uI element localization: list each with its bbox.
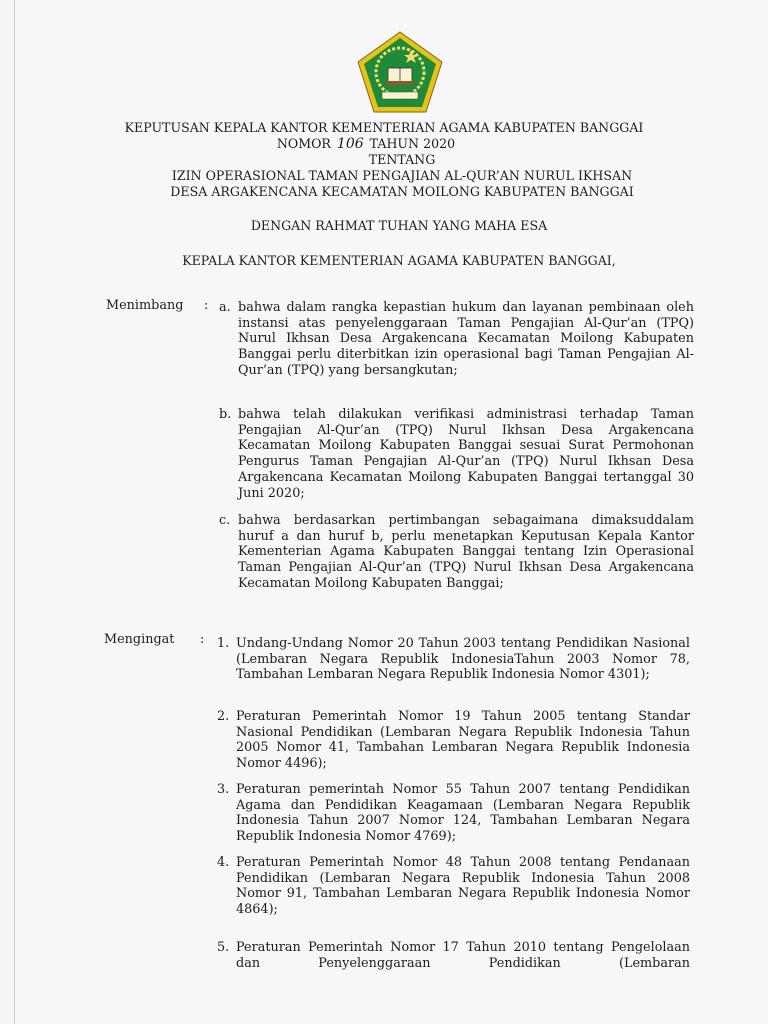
heading-line1: KEPUTUSAN KEPALA KANTOR KEMENTERIAN AGAMA KABUPATEN BANGGAI xyxy=(124,120,644,135)
menimbang-item-a xyxy=(219,300,694,379)
item-marker: 5. xyxy=(217,940,230,955)
tahun-label: TAHUN 2020 xyxy=(369,136,456,151)
item-text: Undang-Undang Nomor 20 Tahun 2003 tentang Pendidikan Nasional (Lembaran Negara Republik IndonesiaTahun 2003 Nomor 78, Tambahan Lembaran Negara Republik Indonesia Nomor 4301); xyxy=(236,636,690,683)
mengingat-label: Mengingat xyxy=(104,632,175,647)
nomor-label: NOMOR xyxy=(276,136,331,151)
item-marker: b. xyxy=(219,407,232,422)
item-marker: 4. xyxy=(217,855,230,870)
item-text: bahwa dalam rangka kepastian hukum dan layanan pembinaan oleh instansi atas penyelenggaraan Taman Pengajian Al-Qur’an (TPQ) Nurul Ikhsan Desa Argakencana Kecamatan Moilong Kabupaten Banggai perlu diterbitkan izin operasional bagi Taman Pengajian Al-Qur’an (TPQ) yang bersangkutan; xyxy=(238,300,694,378)
mengingat-item-3 xyxy=(217,782,690,845)
title-line2: DESA ARGAKENCANA KECAMATAN MOILONG KABUPATEN BANGGAI xyxy=(170,184,634,199)
item-marker: 3. xyxy=(217,782,230,797)
item-marker: 1. xyxy=(217,636,230,651)
item-text: bahwa berdasarkan pertimbangan sebagaimana dimaksuddalam huruf a dan huruf b, perlu menetapkan Keputusan Kepala Kantor Kementerian Agama Kabupaten Banggai tentang Izin Operasional Taman Pengajian Al-Qur’an (TPQ) Nurul Ikhsan Desa Argakencana Kecamatan Moilong Kabupaten Banggai; xyxy=(238,513,694,591)
menimbang-item-b xyxy=(219,407,694,501)
item-text: Peraturan pemerintah Nomor 55 Tahun 2007 tentang Pendidikan Agama dan Pendidikan Keagamaan (Lembaran Negara Republik Indonesia Tahun 2007 Nomor 124, Tambahan Lembaran Negara Republik Indonesia Nomor 4769); xyxy=(236,782,690,845)
mengingat-colon: : xyxy=(200,632,205,647)
kementerian-agama-emblem-icon xyxy=(356,30,444,114)
item-text: Peraturan Pemerintah Nomor 48 Tahun 2008 tentang Pendanaan Pendidikan (Lembaran Negara Republik Indonesia Tahun 2008 Nomor 91, Tambahan Lembaran Negara Republik Indonesia Nomor 4864); xyxy=(236,855,690,918)
item-marker: 2. xyxy=(217,709,230,724)
mengingat-item-1 xyxy=(217,636,690,683)
kepala-line: KEPALA KANTOR KEMENTERIAN AGAMA KABUPATEN BANGGAI, xyxy=(182,253,616,268)
item-text: bahwa telah dilakukan verifikasi administrasi terhadap Taman Pengajian Al-Qur’an (TPQ) Nurul Ikhsan Desa Argakencana Kecamatan Moilong Kabupaten Banggai sesuai Surat Permohonan Pengurus Taman Pengajian Al-Qur’an (TPQ) Nurul Ikhsan Desa Argakencana Kecamatan Moilong Kabupaten Banggai tertanggal 30 Juni 2020; xyxy=(238,407,694,501)
mengingat-item-2 xyxy=(217,709,690,772)
item-marker: a. xyxy=(219,300,231,315)
item-marker: c. xyxy=(219,513,231,528)
mengingat-item-4 xyxy=(217,855,690,918)
menimbang-label: Menimbang xyxy=(106,298,184,313)
menimbang-colon: : xyxy=(204,298,209,313)
heading-nomor-line xyxy=(0,136,768,152)
decree-heading xyxy=(0,120,768,200)
item-text: Peraturan Pemerintah Nomor 17 Tahun 2010 tentang Pengelolaan dan Penyelenggaraan Pendidikan (Lembaran xyxy=(236,940,690,971)
menimbang-item-c xyxy=(219,513,694,592)
title-line1: IZIN OPERASIONAL TAMAN PENGAJIAN AL-QUR’AN NURUL IKHSAN xyxy=(171,168,633,183)
mengingat-item-5 xyxy=(217,940,690,971)
item-text: Peraturan Pemerintah Nomor 19 Tahun 2005 tentang Standar Nasional Pendidikan (Lembaran Negara Republik Indonesia Tahun 2005 Nomor 41, Tambahan Lembaran Negara Republik Indonesia Nomor 4496); xyxy=(236,709,690,772)
tentang-label: TENTANG xyxy=(368,152,436,167)
nomor-handwritten: 106 xyxy=(336,136,364,152)
rahmat-line: DENGAN RAHMAT TUHAN YANG MAHA ESA xyxy=(250,218,548,233)
